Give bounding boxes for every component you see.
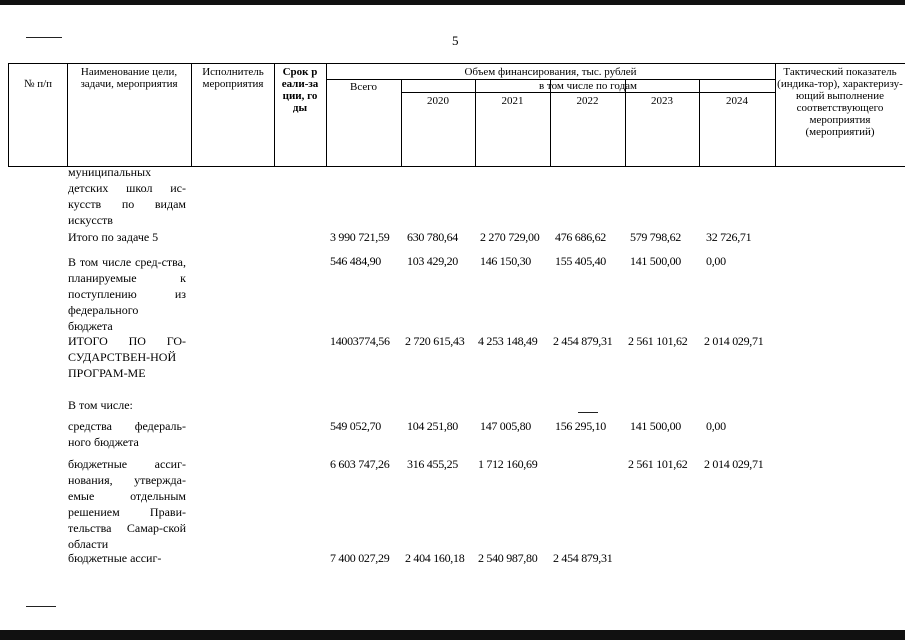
row-8-2020: 2 404 160,18 (405, 551, 465, 565)
row-6-total: 549 052,70 (330, 419, 382, 433)
pen-mark-over-2022 (578, 412, 598, 413)
bottom-border-bar (0, 630, 905, 640)
row-3-total: 546 484,90 (330, 254, 382, 268)
row-4-name: ИТОГО ПО ГО-СУДАРСТВЕН-НОЙ ПРОГРАМ-МЕ (68, 334, 186, 380)
page-number: 5 (452, 33, 459, 48)
row-3-2024: 0,00 (706, 254, 726, 268)
row-2-2023: 579 798,62 (630, 230, 682, 244)
row-2-2021: 2 270 729,00 (480, 230, 540, 244)
row-2-2020: 630 780,64 (407, 230, 459, 244)
row-6-2024: 0,00 (706, 419, 726, 433)
header-total: Всего (350, 81, 377, 93)
margin-mark-bottom (26, 606, 56, 607)
header-year-2020: 2020 (427, 95, 449, 107)
header-year-2022: 2022 (576, 95, 599, 107)
row-3-2021: 146 150,30 (480, 254, 532, 268)
table-header (8, 63, 905, 167)
row-8-2022: 2 454 879,31 (553, 551, 613, 565)
row-4-2021: 4 253 148,49 (478, 334, 538, 348)
row-8-2021: 2 540 987,80 (478, 551, 538, 565)
header-by-years: в том числе по годам (538, 80, 638, 92)
row-6-2023: 141 500,00 (630, 419, 682, 433)
header-executor: Исполнитель мероприятия (202, 66, 264, 90)
row-7-name: бюджетные ассиг-нования, утвержда-емые отдельным решением Прави-тельства Самар-ской области (68, 457, 186, 551)
row-3-2023: 141 500,00 (630, 254, 682, 268)
row-3-name: В том числе сред-ства, планируемые к поступлению из федерального бюджета (68, 255, 186, 333)
header-year-2023: 2023 (651, 95, 673, 107)
header-name: Наименование цели, задачи, мероприятия (80, 66, 178, 90)
row-2-name: Итого по задаче 5 (68, 230, 159, 244)
row-7-2024: 2 014 029,71 (704, 457, 764, 471)
row-4-2020: 2 720 615,43 (405, 334, 465, 348)
row-3-2022: 155 405,40 (555, 254, 607, 268)
header-year-2021: 2021 (501, 95, 524, 107)
row-6-2021: 147 005,80 (480, 419, 532, 433)
row-4-2023: 2 561 101,62 (628, 334, 688, 348)
row-2-total: 3 990 721,59 (330, 230, 390, 244)
header-year-2024: 2024 (726, 95, 748, 107)
row-7-2020: 316 455,25 (407, 457, 459, 471)
row-5-name: В том числе: (68, 398, 133, 412)
row-4-total: 14003774,56 (330, 334, 390, 348)
row-7-2021: 1 712 160,69 (478, 457, 538, 471)
row-7-2023: 2 561 101,62 (628, 457, 688, 471)
row-7-total: 6 603 747,26 (330, 457, 390, 471)
header-indicator: Тактический показатель (индика-тор), характеризу-ющий выполнение соответствующего мероприятия (мероприятий) (777, 66, 903, 138)
row-1-name: муниципальных детских школ ис-кусств по видам искусств (68, 165, 186, 227)
row-6-2022: 156 295,10 (555, 419, 607, 433)
row-4-2022: 2 454 879,31 (553, 334, 613, 348)
row-8-total: 7 400 027,29 (330, 551, 390, 565)
row-2-2022: 476 686,62 (555, 230, 607, 244)
header-term: Срок реали-зации, годы (281, 66, 319, 114)
row-2-2024: 32 726,71 (706, 230, 752, 244)
header-funding: Объем финансирования, тыс. рублей (464, 66, 637, 78)
row-8-name: бюджетные ассиг- (68, 551, 162, 565)
header-num: № п/п (23, 78, 53, 90)
row-6-name: средства федераль-ного бюджета (68, 419, 186, 449)
row-6-2020: 104 251,80 (407, 419, 459, 433)
margin-mark-top (26, 37, 62, 38)
top-border-bar (0, 0, 905, 5)
row-4-2024: 2 014 029,71 (704, 334, 764, 348)
row-3-2020: 103 429,20 (407, 254, 459, 268)
